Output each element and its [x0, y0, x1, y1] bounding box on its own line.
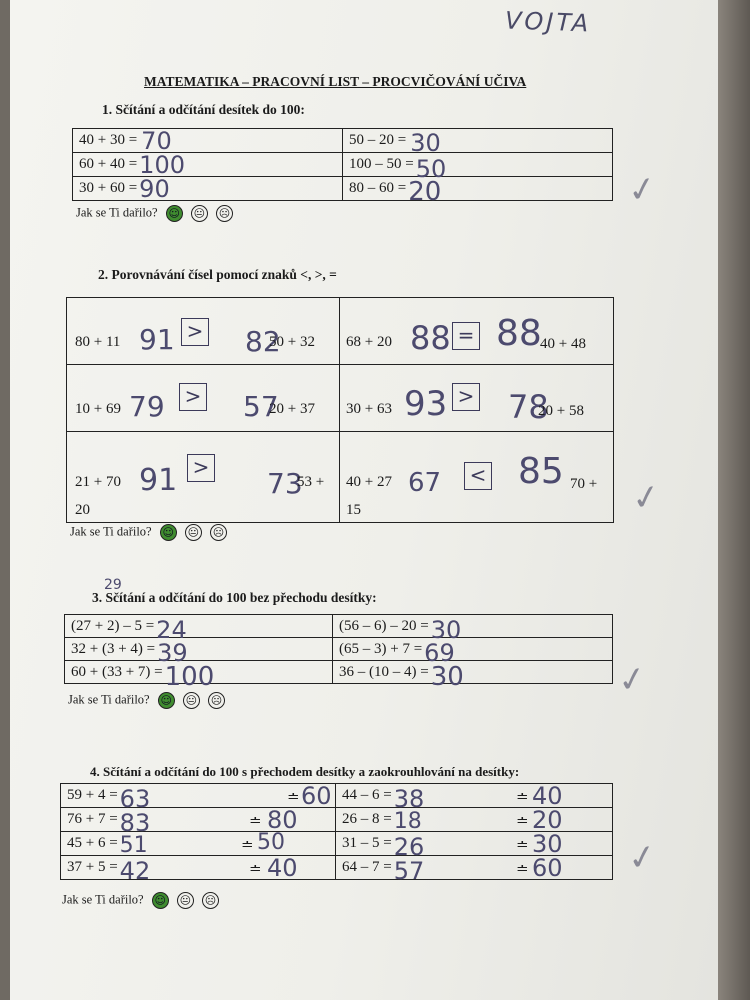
s1-cell [73, 129, 343, 153]
s4-cell [336, 808, 613, 832]
s4-expr: 37 + 5 = [67, 859, 118, 875]
s4-approx: ≐ [516, 838, 529, 854]
s2-wrapped-number: 20 [75, 502, 90, 518]
s4-approx: ≐ [516, 814, 529, 830]
s4-answer: 38 [393, 785, 425, 813]
s4-expr: 76 + 7 = [67, 811, 118, 827]
s4-cell [61, 832, 336, 856]
s2-left-value: 93 [404, 384, 448, 424]
s2-right-value: 73 [267, 467, 303, 500]
s2-right-expr: 70 + [570, 476, 598, 492]
s1-answer: 100 [139, 151, 185, 179]
teacher-check-icon: ✓ [624, 835, 660, 881]
section-1-table [72, 127, 613, 207]
s4-expr: 26 – 8 = [342, 811, 392, 827]
s2-sign-box: > [181, 318, 209, 346]
s4-round: 50 [257, 830, 285, 855]
s2-right-expr: 40 + 48 [540, 336, 586, 352]
s1-expr: 60 + 40 = [79, 156, 138, 172]
s3-answer: 30 [430, 615, 462, 644]
section-4-heading: 4. Sčítání a odčítání do 100 s přechodem desítky a zaokrouhlování na desítky: [90, 764, 520, 779]
s3-expr: 36 – (10 – 4) = [339, 663, 429, 680]
s2-right-expr: 50 + 32 [269, 334, 315, 350]
smiley-sad-icon[interactable]: ☹ [210, 524, 227, 541]
s2-cell [67, 298, 340, 365]
page-title: MATEMATIKA – PRACOVNÍ LIST – PROCVIČOVÁNÍ UČIVA [144, 74, 527, 89]
s4-expr: 64 – 7 = [342, 859, 392, 875]
s1-cell [343, 129, 613, 157]
feedback-label: Jak se Ti dařilo? [68, 692, 150, 707]
s3-expr: 60 + (33 + 7) = [71, 663, 163, 680]
section-4-table [60, 782, 613, 885]
s2-left-expr: 10 + 69 [75, 401, 121, 417]
s4-answer: 83 [119, 809, 151, 837]
s3-answer: 69 [424, 638, 455, 667]
s4-expr: 45 + 6 = [67, 835, 118, 851]
s2-sign-box: = [452, 322, 480, 350]
s1-cell [343, 153, 613, 183]
s3-expr: (56 – 6) – 20 = [339, 617, 429, 634]
s2-cell [340, 298, 614, 365]
s4-cell [336, 830, 613, 861]
s2-left-value: 79 [129, 390, 165, 423]
s1-expr: 40 + 30 = [79, 132, 138, 148]
section-3-table [64, 614, 613, 692]
s2-left-expr: 80 + 11 [75, 334, 121, 350]
s2-right-expr: 20 + 58 [538, 403, 584, 419]
s1-expr: 50 – 20 = [349, 132, 407, 148]
s3-cell [65, 661, 333, 692]
feedback-row-2 [70, 524, 227, 541]
s4-expr: 44 – 6 = [342, 787, 392, 803]
feedback-label: Jak se Ti dařilo? [76, 205, 158, 220]
s3-expr: (27 + 2) – 5 = [71, 617, 155, 634]
s1-cell [343, 177, 613, 207]
s4-round: 80 [267, 806, 298, 834]
feedback-label: Jak se Ti dařilo? [62, 892, 144, 907]
feedback-row-3 [68, 692, 225, 709]
s4-approx: ≐ [516, 790, 529, 806]
s1-answer: 30 [410, 129, 441, 157]
s3-cell [333, 638, 613, 667]
s4-round: 40 [267, 854, 298, 882]
feedback-label: Jak se Ti dařilo? [70, 524, 152, 539]
s1-answer: 20 [408, 177, 442, 207]
section-2-heading: 2. Porovnávání čísel pomocí znaků <, >, = [98, 267, 337, 282]
s4-answer: 57 [393, 857, 425, 885]
s4-round: 30 [532, 830, 563, 858]
smiley-neutral-icon[interactable]: 😐 [191, 205, 208, 222]
s4-cell [61, 806, 336, 837]
teacher-check-icon: ✓ [628, 475, 664, 521]
s4-approx: ≐ [516, 862, 529, 878]
s2-left-value: 88 [410, 319, 451, 357]
s2-sign-box: > [187, 454, 215, 482]
s2-sign-box: > [452, 383, 480, 411]
s3-expr: 32 + (3 + 4) = [71, 640, 156, 657]
s4-cell [336, 854, 613, 885]
smiley-sad-icon[interactable]: ☹ [202, 892, 219, 909]
s3-cell [333, 661, 613, 692]
s1-expr: 100 – 50 = [349, 156, 414, 172]
s2-right-value: 82 [245, 325, 281, 358]
section-3-heading: 3. Sčítání a odčítání do 100 bez přechodu desítky: [92, 590, 377, 605]
s4-answer: 26 [393, 833, 425, 861]
feedback-row-1 [76, 205, 233, 222]
smiley-happy-icon[interactable]: ☺ [152, 892, 169, 909]
s4-answer: 51 [119, 833, 148, 858]
s2-cell [340, 432, 614, 523]
s4-approx: ≐ [287, 790, 300, 806]
s4-approx: ≐ [241, 838, 254, 854]
s2-wrapped-number: 15 [346, 502, 361, 518]
s2-right-expr: 20 + 37 [269, 401, 315, 417]
section-2-table [66, 297, 614, 523]
s3-answer: 24 [156, 615, 187, 644]
smiley-neutral-icon[interactable]: 😐 [183, 692, 200, 709]
smiley-happy-icon[interactable]: ☺ [160, 524, 177, 541]
smiley-neutral-icon[interactable]: 😐 [185, 524, 202, 541]
section-1-heading: 1. Sčítání a odčítání desítek do 100: [102, 102, 305, 117]
s1-cell [73, 177, 343, 201]
s2-right-expr: 53 + [297, 474, 325, 490]
s2-sign-box: < [464, 462, 492, 490]
s2-left-value: 91 [139, 463, 178, 498]
s4-round: 20 [532, 806, 563, 834]
background-edge [718, 0, 750, 1000]
s4-round: 60 [301, 782, 332, 810]
s2-right-value: 85 [518, 451, 564, 492]
s1-cell [73, 153, 343, 177]
s3-expr: (65 – 3) + 7 = [339, 640, 423, 657]
s2-cell [340, 365, 614, 432]
s4-approx: ≐ [249, 814, 262, 830]
s4-expr: 59 + 4 = [67, 787, 118, 803]
s4-answer: 63 [119, 785, 151, 813]
s2-right-value: 88 [496, 313, 542, 354]
teacher-check-icon: ✓ [624, 167, 660, 213]
s2-cell [67, 432, 340, 523]
s2-right-value: 78 [508, 388, 549, 426]
s4-answer: 42 [119, 857, 151, 885]
s4-cell [61, 854, 336, 885]
s2-left-expr: 21 + 70 [75, 474, 121, 490]
s3-answer: 30 [430, 661, 464, 692]
s4-cell [336, 782, 613, 813]
s3-cell [65, 615, 333, 644]
s2-right-value: 57 [243, 390, 279, 423]
s4-answer: 18 [393, 809, 422, 834]
smiley-sad-icon[interactable]: ☹ [216, 205, 233, 222]
smiley-neutral-icon[interactable]: 😐 [177, 892, 194, 909]
s1-expr: 80 – 60 = [349, 180, 407, 196]
teacher-check-icon: ✓ [614, 657, 650, 703]
s2-cell [67, 365, 340, 432]
s1-answer: 50 [415, 155, 447, 183]
s4-cell [61, 782, 336, 813]
s4-round: 40 [532, 782, 563, 810]
s2-left-expr: 68 + 20 [346, 334, 392, 350]
s3-handwritten-note: 29 [104, 577, 122, 593]
s2-left-expr: 30 + 63 [346, 401, 392, 417]
s3-cell [65, 638, 333, 667]
s4-expr: 31 – 5 = [342, 835, 392, 851]
student-name: VOJTA [504, 6, 592, 38]
s3-answer: 100 [164, 661, 215, 692]
s2-left-value: 91 [139, 323, 175, 356]
s4-approx: ≐ [249, 862, 262, 878]
smiley-happy-icon[interactable]: ☺ [158, 692, 175, 709]
s2-left-value: 67 [408, 468, 442, 498]
s3-answer: 39 [157, 638, 188, 667]
s1-answer: 90 [139, 175, 170, 203]
s2-left-expr: 40 + 27 [346, 474, 392, 490]
s2-sign-box: > [179, 383, 207, 411]
smiley-sad-icon[interactable]: ☹ [208, 692, 225, 709]
smiley-happy-icon[interactable]: ☺ [166, 205, 183, 222]
s1-expr: 30 + 60 = [79, 180, 138, 196]
s4-round: 60 [532, 854, 563, 882]
s3-cell [333, 615, 613, 644]
feedback-row-4 [62, 892, 219, 909]
s1-answer: 70 [141, 127, 172, 155]
